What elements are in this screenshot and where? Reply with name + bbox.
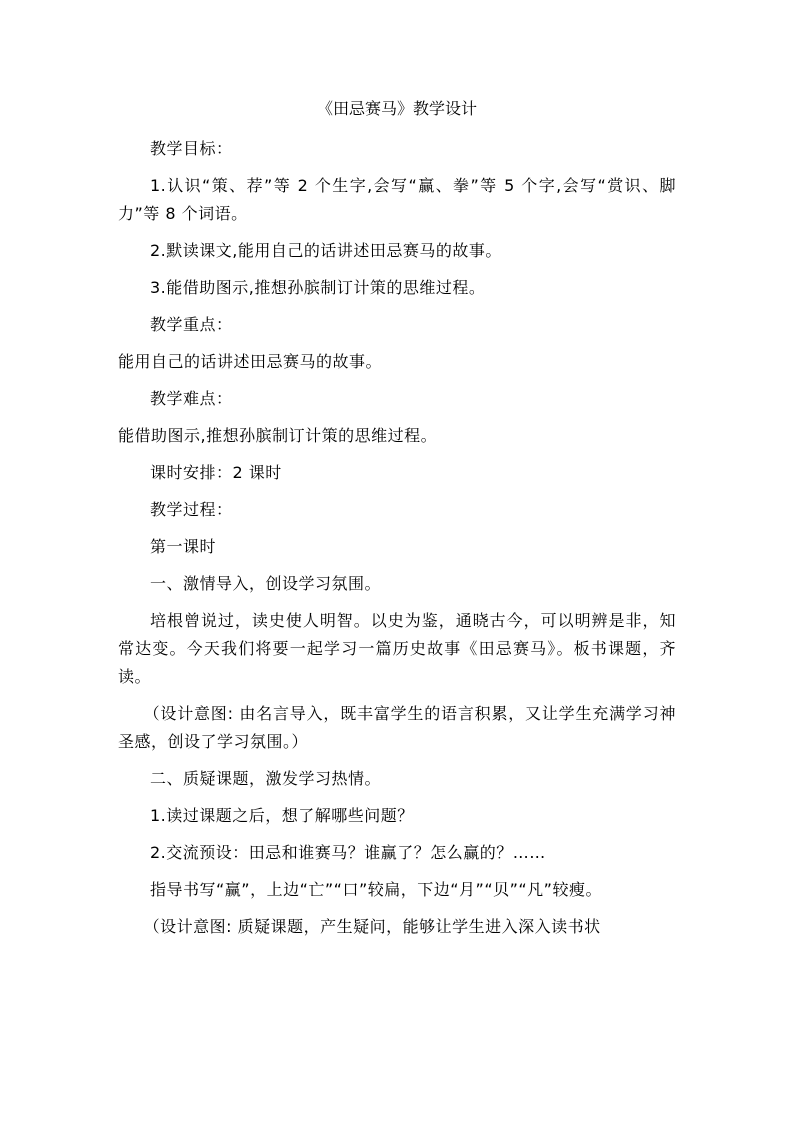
- section-heading-difficulties: 教学难点：: [150, 389, 233, 408]
- objective-item-3: 3.能借助图示,推想孙膑制订计策的思维过程。: [150, 278, 486, 297]
- writing-guidance: 指导书写“赢”，上边“亡”“口”较扁，下边“月”“贝”“凡”较瘦。: [150, 880, 602, 899]
- document-title: 《田忌赛马》教学设计: [316, 99, 477, 118]
- schedule-text: 课时安排：2 课时: [150, 463, 282, 482]
- section-heading-process: 教学过程：: [150, 500, 233, 519]
- step-heading-1: 一、激情导入，创设学习氛围。: [150, 574, 382, 593]
- section-heading-objectives: 教学目标：: [150, 139, 233, 158]
- step-heading-2: 二、质疑课题，激发学习热情。: [150, 769, 382, 788]
- document-body: [118, 135, 676, 941]
- difficulties-text: 能借助图示,推想孙膑制订计策的思维过程。: [118, 426, 438, 445]
- step-2-item-2: 2.交流预设：田忌和谁赛马？谁赢了？怎么赢的？……: [150, 843, 546, 862]
- paragraph-intro: 培根曾说过，读史使人明智。以史为鉴，通晓古今，可以明辨是非，知常达变。今天我们将要一起学习一篇历史故事《田忌赛马》。板书课题，齐读。: [118, 611, 676, 686]
- key-points-text: 能用自己的话讲述田忌赛马的故事。: [118, 352, 383, 371]
- section-heading-key-points: 教学重点：: [150, 315, 233, 334]
- objective-item-1: 1.认识“策、荐”等 2 个生字,会写“赢、拳”等 5 个字,会写“赏识、脚力”等 8 个词语。: [118, 176, 676, 223]
- objective-item-2: 2.默读课文,能用自己的话讲述田忌赛马的故事。: [150, 241, 502, 260]
- design-intent-note-2: （设计意图: 质疑课题，产生疑问，能够让学生进入深入读书状: [143, 917, 601, 936]
- design-intent-note-1: （设计意图: 由名言导入，既丰富学生的语言积累，又让学生充满学习神圣感，创设了学习氛围。）: [118, 704, 676, 751]
- lesson-heading-first: 第一课时: [150, 537, 217, 556]
- step-2-item-1: 1.读过课题之后，想了解哪些问题？: [150, 806, 414, 825]
